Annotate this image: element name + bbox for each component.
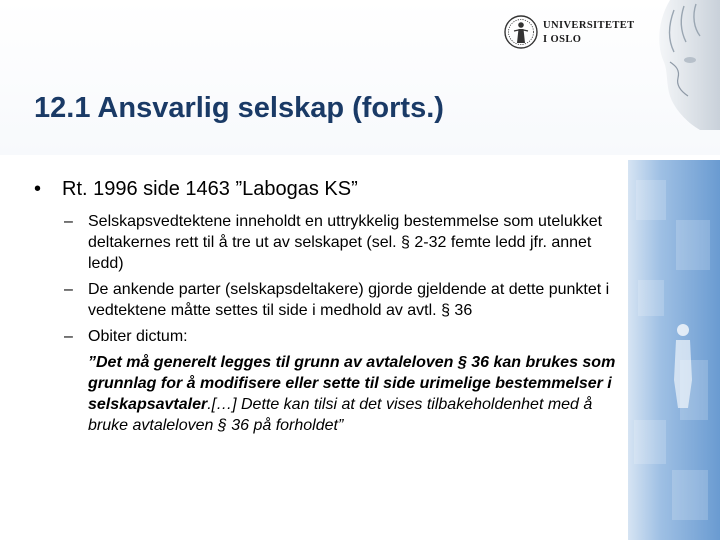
main-bullet-text: Rt. 1996 side 1463 ”Labogas KS” [62, 178, 358, 200]
university-seal-icon [503, 14, 539, 50]
quote-block [34, 352, 626, 436]
dash-mark: – [64, 213, 73, 230]
sub-item [34, 211, 626, 274]
dash-mark: – [64, 281, 73, 298]
main-bullet [34, 176, 626, 202]
slide-title: 12.1 Ansvarlig selskap (forts.) [34, 92, 444, 124]
sub-item-text: De ankende parter (selskapsdeltakere) gjorde gjeldende at dette punktet i vedtektene måtte settes til side i medhold av avtl. § 36 [88, 281, 610, 319]
logo-text-line1: UNIVERSITETET [543, 20, 635, 31]
dash-mark: – [64, 328, 73, 345]
sub-item [34, 326, 626, 347]
quote-rest-text: .[…] Dette kan tilsi at det vises tilbakeholdenhet med å bruke avtaleloven § 36 på forholdet” [88, 396, 593, 434]
sub-item-text: Selskapsvedtektene inneholdt en uttrykkelig bestemmelse som utelukket deltakernes rett til å tre ut av selskapet (sel. § 2-32 femte ledd jfr. annet ledd) [88, 213, 603, 272]
sub-item-text: Obiter dictum: [88, 328, 188, 345]
logo-text-line2: I OSLO [543, 34, 582, 45]
bullet-mark: • [34, 178, 42, 200]
quote-bold-text: ”Det må generelt legges til grunn av avtaleloven § 36 kan brukes som grunnlag for å modifisere eller sette til side urimelige bestemmelser i selskapsavtaler [88, 354, 616, 413]
standing-figure-icon [668, 320, 698, 410]
slide-content [34, 176, 626, 436]
university-logo [503, 14, 643, 52]
sub-item [34, 279, 626, 321]
statue-head-decoration-icon [640, 0, 720, 130]
